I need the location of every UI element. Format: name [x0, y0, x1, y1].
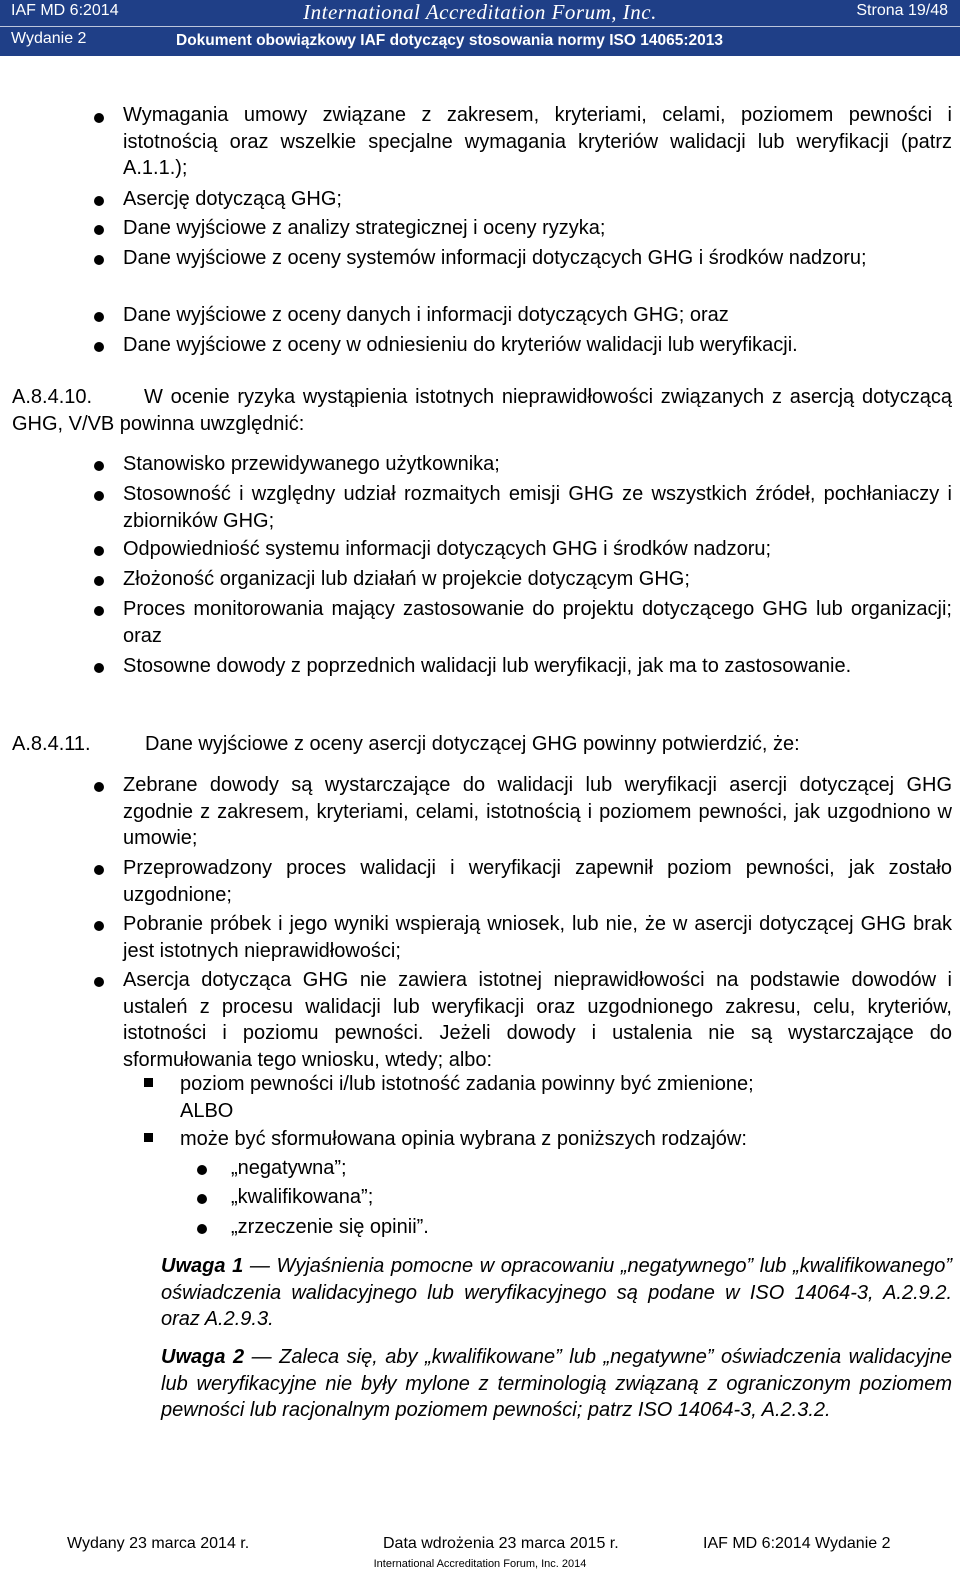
list-item: Stanowisko przewidywanego użytkownika; — [123, 453, 500, 475]
list-item: Stosowność i względny udział rozmaitych emisji GHG ze wszystkich źródeł, pochłaniaczy i zbiorników GHG; — [123, 483, 952, 532]
clause-a-8-4-11 — [12, 731, 952, 758]
bullet — [94, 782, 104, 792]
sublist-item-alt: ALBO — [180, 1099, 234, 1122]
note-text: — Wyjaśnienia pomocne w opracowaniu „negatywnego” lub „kwalifikowanego” oświadczenia walidacyjnego lub weryfikacyjnego są podane w ISO 14064-3, A.2.9.2. oraz A.2.9.3. — [161, 1255, 952, 1330]
bullet — [94, 461, 104, 471]
clause-text: Dane wyjściowe z oceny asercji dotyczącej GHG powinny potwierdzić, że: — [145, 733, 800, 755]
list-item: Dane wyjściowe z oceny w odniesieniu do kryteriów walidacji lub weryfikacji. — [123, 334, 798, 356]
header-row-2 — [0, 28, 960, 54]
bullet — [197, 1165, 207, 1175]
sublist-item: może być sformułowana opinia wybrana z poniższych rodzajów: — [180, 1128, 747, 1150]
header-row-1 — [0, 0, 960, 26]
sublist-item-text: poziom pewności i/lub istotność zadania powinny być zmienione; — [180, 1073, 754, 1095]
list-item: Zebrane dowody są wystarczające do walidacji lub weryfikacji asercji dotyczącej GHG zgodnie z zakresem, kryteriami, celami, istotnością i poziomem pewności, jak uzgodniono w umowie; — [123, 774, 952, 849]
bullet — [94, 546, 104, 556]
bullet — [94, 196, 104, 206]
list-item: Dane wyjściowe z oceny systemów informacji dotyczących GHG i środków nadzoru; — [123, 247, 867, 269]
note-1 — [161, 1253, 952, 1333]
bullet — [94, 663, 104, 673]
page-footer — [0, 1525, 960, 1569]
bullet — [94, 576, 104, 586]
clause-number: A.8.4.10. — [12, 386, 93, 408]
footer-effective: Data wdrożenia 23 marca 2015 r. — [383, 1535, 619, 1552]
bullet — [94, 342, 104, 352]
opinion-item: „zrzeczenie się opinii”. — [231, 1216, 429, 1238]
list-item: Asercję dotyczącą GHG; — [123, 188, 342, 210]
list-item: Dane wyjściowe z oceny danych i informacji dotyczących GHG; oraz — [123, 304, 729, 326]
bullet — [94, 225, 104, 235]
footer-doc-edition: IAF MD 6:2014 Wydanie 2 — [703, 1535, 891, 1552]
list-item: Asercja dotycząca GHG nie zawiera istotnej nieprawidłowości na podstawie dowodów i ustaleń z procesu walidacji lub weryfikacji oraz uzgodnionego zakresu, celu, kryteriów, istotności i poziomu pewności. Jeżeli dowody i ustalenia nie są wystarczające do sformułowania tego wniosku, wtedy; albo: — [123, 969, 952, 1071]
list-item: Wymagania umowy związane z zakresem, kryteriami, celami, poziomem pewności i istotnością oraz wszelkie specjalne wymagania kryteriów walidacji lub weryfikacji (patrz A.1.1.); — [123, 104, 952, 179]
clause-a-8-4-10 — [12, 384, 952, 437]
list-item: Przeprowadzony proces walidacji i weryfikacji zapewnił poziom pewności, jak zostało uzgodnione; — [123, 857, 952, 906]
bullet — [94, 977, 104, 987]
bullet — [94, 921, 104, 931]
square-bullet — [144, 1133, 153, 1142]
page-header — [0, 0, 960, 56]
bullet — [197, 1194, 207, 1204]
footer-copyright: International Accreditation Forum, Inc. 2014 — [373, 1558, 587, 1570]
bullet — [94, 255, 104, 265]
bullet — [197, 1224, 207, 1234]
note-text: — Zaleca się, aby „kwalifikowane” lub „negatywne” oświadczenia walidacyjne lub weryfikacyjne nie były mylone z terminologią związaną z ograniczonym poziomem pewności lub racjonalnym poziomem pewności; patrz ISO 14064-3, A.2.3.2. — [161, 1346, 953, 1421]
opinion-item: „kwalifikowana”; — [231, 1186, 374, 1208]
clause-text: W ocenie ryzyka wystąpienia istotnych nieprawidłowości związanych z asercją dotyczącą GHG, V/VB powinna uwzględnić: — [12, 386, 952, 435]
square-bullet — [144, 1078, 153, 1087]
sublist-item — [180, 1071, 952, 1124]
bullet — [94, 865, 104, 875]
header-divider — [0, 26, 960, 27]
bullet — [94, 113, 104, 123]
note-2 — [161, 1344, 952, 1424]
list-item: Dane wyjściowe z analizy strategicznej i oceny ryzyka; — [123, 217, 606, 239]
header-org: International Accreditation Forum, Inc. — [303, 0, 657, 24]
header-edition: Wydanie 2 — [11, 30, 87, 47]
footer-issued: Wydany 23 marca 2014 r. — [67, 1535, 250, 1552]
list-item: Stosowne dowody z poprzednich walidacji lub weryfikacji, jak ma to zastosowanie. — [123, 655, 852, 677]
header-page-number: Strona 19/48 — [856, 2, 948, 19]
list-item: Proces monitorowania mający zastosowanie do projektu dotyczącego GHG lub organizacji; oraz — [123, 598, 952, 647]
clause-number: A.8.4.11. — [12, 733, 91, 755]
note-label: Uwaga 2 — [161, 1346, 245, 1368]
note-label: Uwaga 1 — [161, 1255, 244, 1277]
bullet — [94, 491, 104, 501]
bullet — [94, 312, 104, 322]
opinion-item: „negatywna”; — [231, 1157, 347, 1179]
list-item: Odpowiedniość systemu informacji dotyczących GHG i środków nadzoru; — [123, 538, 772, 560]
header-doc-title: Dokument obowiązkowy IAF dotyczący stosowania normy ISO 14065:2013 — [176, 32, 723, 49]
bullet — [94, 606, 104, 616]
header-doc-id: IAF MD 6:2014 — [11, 2, 119, 19]
list-item: Złożoność organizacji lub działań w projekcie dotyczącym GHG; — [123, 568, 690, 590]
list-item: Pobranie próbek i jego wyniki wspierają wniosek, lub nie, że w asercji dotyczącej GHG brak jest istotnych nieprawidłowości; — [123, 913, 952, 962]
